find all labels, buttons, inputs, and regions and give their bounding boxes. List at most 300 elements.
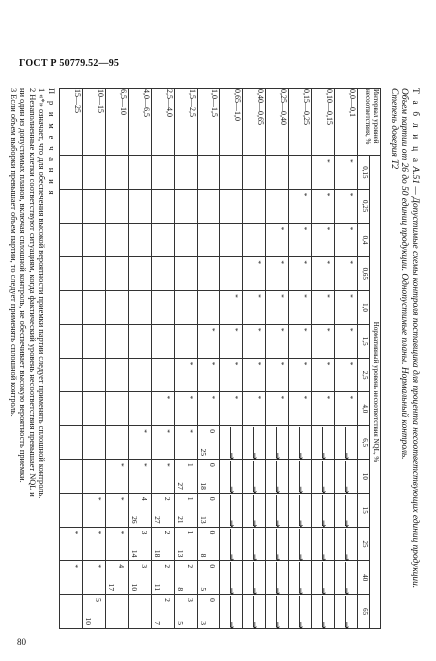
- arrow-right-icon: [253, 427, 254, 458]
- plan-cell: [197, 561, 220, 595]
- full-inspection-mark: *: [162, 463, 172, 467]
- plan-cell: [312, 527, 335, 561]
- band-label: 0,65—1,0: [220, 89, 243, 156]
- plan-cell: [335, 223, 358, 257]
- caption-line1: А.51 — Допустимые схемы контроля поставщика для процента несоответствующих единиц продукции.: [410, 166, 420, 589]
- plan-cell: [128, 223, 151, 257]
- arrow-right-icon: [253, 529, 254, 560]
- plan-cell: [151, 156, 174, 190]
- plan-cell: [151, 527, 174, 561]
- plan-cell: [151, 595, 174, 629]
- plan-cell: [128, 156, 151, 190]
- plan-cell: [289, 189, 312, 223]
- plan-cell: [335, 189, 358, 223]
- acceptance-number: 2: [162, 496, 172, 501]
- plan-cell: [105, 460, 128, 494]
- plan-cell: [289, 460, 312, 494]
- plan-cell: [151, 324, 174, 358]
- plan-cell: [289, 358, 312, 392]
- plan-cell: [243, 527, 266, 561]
- notes-title: П р и м е ч а н и я: [47, 88, 56, 197]
- plan-cell: [243, 493, 266, 527]
- sample-size: 27: [175, 482, 185, 490]
- plan-cell: [60, 156, 83, 190]
- plan-cell: [174, 392, 197, 426]
- arrow-right-icon: [345, 529, 346, 560]
- arrow-right-icon: [253, 461, 254, 492]
- full-inspection-mark: *: [93, 496, 103, 501]
- plan-cell: [197, 156, 220, 190]
- plan-cell: [60, 460, 83, 494]
- plan-cell: [266, 595, 289, 629]
- sample-size: 7: [152, 621, 162, 625]
- table-row: [60, 89, 83, 629]
- plan-cell: [312, 460, 335, 494]
- plan-cell: [197, 291, 220, 325]
- arrow-right-icon: [276, 562, 277, 593]
- full-inspection-mark: *: [254, 294, 264, 298]
- sample-size: 25: [198, 448, 208, 457]
- band-label: 0,40—0,65: [243, 89, 266, 156]
- plan-cell: [220, 358, 243, 392]
- full-inspection-mark: *: [208, 395, 218, 400]
- plan-cell: [82, 324, 105, 358]
- full-inspection-mark: *: [70, 530, 80, 535]
- plan-cell: [289, 561, 312, 595]
- plan-cell: [60, 223, 83, 257]
- sample-size: 5: [175, 621, 185, 625]
- plan-cell: [312, 426, 335, 460]
- plan-cell: [266, 493, 289, 527]
- plan-cell: [197, 189, 220, 223]
- arrow-right-icon: [230, 461, 231, 492]
- plan-cell: [312, 561, 335, 595]
- plan-cell: [82, 257, 105, 291]
- full-inspection-mark: *: [93, 530, 103, 535]
- level-header: 10: [358, 460, 370, 494]
- level-header: 25: [358, 527, 370, 561]
- plan-cell: [220, 392, 243, 426]
- plan-cell: [128, 257, 151, 291]
- full-inspection-mark: *: [93, 564, 103, 569]
- plan-cell: [312, 291, 335, 325]
- full-inspection-mark: *: [323, 260, 333, 265]
- arrow-right-icon: [345, 495, 346, 526]
- full-inspection-mark: *: [185, 361, 195, 366]
- full-inspection-mark: *: [231, 294, 241, 298]
- table-row: [266, 89, 289, 629]
- plan-cell: [82, 189, 105, 223]
- plan-cell: [82, 291, 105, 325]
- plan-cell: [266, 291, 289, 325]
- plan-cell: [312, 324, 335, 358]
- acceptance-number: 3: [139, 530, 149, 535]
- plan-cell: [335, 257, 358, 291]
- sample-size: 11: [152, 583, 162, 592]
- plan-cell: [289, 595, 312, 629]
- arrow-right-icon: [299, 461, 300, 492]
- acceptance-number: 2: [185, 564, 195, 569]
- acceptance-number: 0: [208, 496, 218, 501]
- full-inspection-mark: *: [185, 395, 195, 400]
- plan-cell: [174, 156, 197, 190]
- plan-cell: [335, 358, 358, 392]
- full-inspection-mark: *: [300, 395, 310, 400]
- band-label: 15—25: [60, 89, 83, 156]
- plan-cell: [312, 223, 335, 257]
- plan-cell: [220, 324, 243, 358]
- plan-cell: [220, 460, 243, 494]
- plan-cell: [128, 291, 151, 325]
- plan-cell: [312, 257, 335, 291]
- acceptance-number: 2: [162, 598, 172, 602]
- plan-cell: [174, 291, 197, 325]
- plan-cell: [60, 561, 83, 595]
- level-header: 1,5: [358, 324, 370, 358]
- level-header: 0,25: [358, 189, 370, 223]
- plan-cell: [128, 189, 151, 223]
- plan-cell: [243, 223, 266, 257]
- plan-cell: [243, 257, 266, 291]
- table-row: [105, 89, 128, 629]
- full-inspection-mark: *: [346, 294, 355, 298]
- plan-cell: [60, 291, 83, 325]
- level-header: 0,4: [358, 223, 370, 257]
- plan-cell: [312, 189, 335, 223]
- plan-cell: [151, 493, 174, 527]
- plan-cell: [128, 392, 151, 426]
- plan-cell: [60, 358, 83, 392]
- full-inspection-mark: *: [300, 361, 310, 366]
- plan-cell: [335, 527, 358, 561]
- full-inspection-mark: *: [277, 260, 287, 265]
- plan-cell: [289, 257, 312, 291]
- plan-cell: [243, 561, 266, 595]
- plan-cell: [60, 426, 83, 460]
- plan-cell: [243, 291, 266, 325]
- plan-cell: [220, 493, 243, 527]
- plan-cell: [335, 426, 358, 460]
- plan-cell: [151, 358, 174, 392]
- arrow-right-icon: [230, 562, 231, 593]
- arrow-right-icon: [299, 427, 300, 458]
- acceptance-number: 0: [208, 463, 218, 467]
- arrow-right-icon: [299, 529, 300, 560]
- level-header: 0,65: [358, 257, 370, 291]
- plan-cell: [128, 324, 151, 358]
- sample-size: 27: [152, 516, 162, 524]
- arrow-right-icon: [230, 529, 231, 560]
- plan-cell: [312, 493, 335, 527]
- plan-cell: [128, 358, 151, 392]
- plan-cell: [220, 527, 243, 561]
- full-inspection-mark: *: [346, 395, 355, 400]
- plan-cell: [197, 223, 220, 257]
- plan-cell: [289, 392, 312, 426]
- full-inspection-mark: *: [300, 260, 310, 265]
- full-inspection-mark: *: [139, 463, 149, 467]
- plan-cell: [151, 392, 174, 426]
- full-inspection-mark: *: [346, 260, 355, 265]
- plan-cell: [289, 493, 312, 527]
- plan-cell: [174, 223, 197, 257]
- level-header: 65: [358, 595, 370, 629]
- plan-cell: [82, 223, 105, 257]
- plan-cell: [174, 189, 197, 223]
- plan-cell: [289, 291, 312, 325]
- plan-cell: [266, 156, 289, 190]
- plan-cell: [335, 291, 358, 325]
- full-inspection-mark: *: [277, 226, 287, 231]
- sample-size: 13: [198, 516, 208, 524]
- plan-cell: [266, 358, 289, 392]
- caption-prefix: Т а б л и ц а: [410, 88, 420, 165]
- band-label: 0,25—0,40: [266, 89, 289, 156]
- plan-cell: [335, 595, 358, 629]
- sample-size: 5: [198, 587, 208, 592]
- plan-cell: [197, 527, 220, 561]
- plan-cell: [105, 324, 128, 358]
- full-inspection-mark: *: [116, 530, 126, 535]
- plan-cell: [82, 595, 105, 629]
- plan-cell: [243, 460, 266, 494]
- acceptance-number: 5: [93, 598, 103, 602]
- plan-cell: [266, 426, 289, 460]
- full-inspection-mark: *: [323, 159, 333, 163]
- full-inspection-mark: *: [300, 294, 310, 298]
- arrow-right-icon: [276, 596, 277, 627]
- level-header: 1,0: [358, 291, 370, 325]
- sample-size: 8: [175, 587, 185, 592]
- plan-cell: [197, 595, 220, 629]
- arrow-right-icon: [322, 596, 323, 627]
- sample-size: 10: [83, 617, 93, 625]
- arrow-right-icon: [322, 427, 323, 458]
- plan-cell: [82, 561, 105, 595]
- plan-cell: [312, 156, 335, 190]
- acceptance-number: 0: [208, 530, 218, 535]
- sample-size: 18: [198, 482, 208, 490]
- plan-cell: [174, 460, 197, 494]
- acceptance-number: 4: [116, 564, 126, 569]
- plan-cell: [151, 189, 174, 223]
- table-notes: [8, 88, 56, 629]
- arrow-right-icon: [345, 562, 346, 593]
- full-inspection-mark: *: [254, 395, 264, 400]
- arrow-right-icon: [322, 495, 323, 526]
- note-3: 3 Если объем выборки превышает объем партии, то следует применять сплошной контроль.: [8, 88, 18, 417]
- sample-size: 21: [175, 516, 185, 524]
- full-inspection-mark: *: [323, 361, 333, 366]
- arrow-right-icon: [322, 461, 323, 492]
- full-inspection-mark: *: [277, 327, 287, 332]
- plan-cell: [335, 156, 358, 190]
- arrow-right-icon: [322, 562, 323, 593]
- plan-cell: [105, 358, 128, 392]
- plan-cell: [60, 189, 83, 223]
- band-label: 2,5—4,0: [151, 89, 174, 156]
- note-2-continued: ни один из допустимых планов, включая сплошной контроль, не обеспечивает высокую вероятность приемки.: [18, 88, 28, 483]
- full-inspection-mark: *: [346, 159, 355, 163]
- full-inspection-mark: *: [70, 564, 80, 569]
- plan-cell: [335, 392, 358, 426]
- plan-cell: [312, 595, 335, 629]
- full-inspection-mark: *: [208, 327, 218, 332]
- plan-cell: [197, 392, 220, 426]
- table-row: [174, 89, 197, 629]
- caption-line3: Степень доверия Т2: [388, 88, 399, 170]
- plan-cell: [335, 561, 358, 595]
- plan-cell: [174, 426, 197, 460]
- full-inspection-mark: *: [346, 361, 355, 366]
- plan-cell: [82, 156, 105, 190]
- plan-cell: [82, 358, 105, 392]
- table-row: [289, 89, 312, 629]
- plan-cell: [220, 291, 243, 325]
- full-inspection-mark: *: [277, 395, 287, 400]
- plan-cell: [105, 257, 128, 291]
- group-header: Нормативный уровень несоответствия NQL, %: [370, 156, 381, 629]
- plan-cell: [335, 493, 358, 527]
- acceptance-number: 0: [208, 598, 218, 602]
- full-inspection-mark: *: [254, 327, 264, 332]
- plan-cell: [60, 257, 83, 291]
- note-2: 2 Незаполненные клетки соответствуют ситуациям, когда фактический уровень несоответствия превышает NQL и: [27, 88, 37, 497]
- arrow-right-icon: [253, 562, 254, 593]
- full-inspection-mark: *: [208, 361, 218, 366]
- plan-cell: [266, 460, 289, 494]
- level-header: 0,15: [358, 156, 370, 190]
- plan-cell: [266, 392, 289, 426]
- plan-cell: [266, 257, 289, 291]
- full-inspection-mark: *: [139, 429, 149, 433]
- plan-cell: [312, 358, 335, 392]
- full-inspection-mark: *: [323, 327, 333, 332]
- arrow-right-icon: [299, 596, 300, 627]
- full-inspection-mark: *: [323, 395, 333, 400]
- arrow-right-icon: [230, 596, 231, 627]
- table-row: [220, 89, 243, 629]
- plan-cell: [128, 426, 151, 460]
- full-inspection-mark: *: [277, 294, 287, 298]
- acceptance-number: 4: [139, 496, 149, 501]
- plan-cell: [151, 257, 174, 291]
- sample-size: 10: [129, 583, 139, 592]
- arrow-right-icon: [322, 529, 323, 560]
- plan-cell: [197, 324, 220, 358]
- acceptance-number: 1: [185, 463, 195, 467]
- full-inspection-mark: *: [323, 226, 333, 231]
- plan-cell: [220, 595, 243, 629]
- page-number: 80: [17, 637, 26, 647]
- plan-cell: [105, 392, 128, 426]
- plan-cell: [174, 493, 197, 527]
- plan-cell: [151, 561, 174, 595]
- full-inspection-mark: *: [346, 226, 355, 231]
- band-label: 0,15—0,25: [289, 89, 312, 156]
- sample-size: 13: [175, 549, 185, 558]
- sample-size: 26: [129, 516, 139, 524]
- sample-size: 3: [198, 621, 208, 625]
- plan-cell: [128, 561, 151, 595]
- full-inspection-mark: *: [116, 496, 126, 501]
- sample-size: 8: [198, 553, 208, 558]
- full-inspection-mark: *: [231, 395, 241, 400]
- acceptance-number: 0: [208, 564, 218, 569]
- full-inspection-mark: *: [346, 327, 355, 332]
- plan-cell: [174, 324, 197, 358]
- band-label: 4,0—6,5: [128, 89, 151, 156]
- full-inspection-mark: *: [277, 361, 287, 366]
- table-row: [128, 89, 151, 629]
- table-row: [312, 89, 335, 629]
- sample-size: 14: [129, 549, 139, 558]
- full-inspection-mark: *: [254, 361, 264, 366]
- plan-cell: [105, 426, 128, 460]
- plan-cell: [266, 223, 289, 257]
- plan-cell: [105, 595, 128, 629]
- level-header: 40: [358, 561, 370, 595]
- plan-cell: [220, 561, 243, 595]
- arrow-right-icon: [230, 427, 231, 458]
- caption-line2: Объем партии от 26 до 50 единиц продукции. Однопустимые планы. Нормальный контроль.: [399, 88, 410, 460]
- plan-cell: [82, 527, 105, 561]
- plan-cell: [151, 426, 174, 460]
- band-label: 1,0—1,5: [197, 89, 220, 156]
- band-label: 1,5—2,5: [174, 89, 197, 156]
- full-inspection-mark: *: [254, 260, 264, 265]
- full-inspection-mark: *: [185, 429, 195, 433]
- acceptance-number: 1: [185, 530, 195, 535]
- band-label: 0,0—0,1: [335, 89, 358, 156]
- plan-cell: [128, 460, 151, 494]
- plan-cell: [60, 595, 83, 629]
- arrow-right-icon: [345, 427, 346, 458]
- row-header: Интервал уровней несоответствия, %: [358, 89, 381, 156]
- acceptance-number: 2: [162, 564, 172, 569]
- plan-cell: [266, 527, 289, 561]
- full-inspection-mark: *: [346, 192, 355, 197]
- table-caption: [388, 88, 420, 629]
- plan-cell: [128, 595, 151, 629]
- plan-cell: [151, 223, 174, 257]
- plan-cell: [243, 358, 266, 392]
- plan-cell: [105, 223, 128, 257]
- arrow-right-icon: [345, 596, 346, 627]
- sample-size: 18: [152, 549, 162, 558]
- plan-cell: [289, 223, 312, 257]
- plan-cell: [220, 223, 243, 257]
- acceptance-number: 3: [185, 598, 195, 602]
- plan-cell: [335, 324, 358, 358]
- plan-cell: [266, 324, 289, 358]
- plan-cell: [335, 460, 358, 494]
- plan-cell: [220, 189, 243, 223]
- table-row: [197, 89, 220, 629]
- table-row: [82, 89, 105, 629]
- full-inspection-mark: *: [300, 327, 310, 332]
- plan-cell: [82, 392, 105, 426]
- table-row: [151, 89, 174, 629]
- plan-cell: [105, 189, 128, 223]
- plan-cell: [243, 392, 266, 426]
- arrow-right-icon: [345, 461, 346, 492]
- plan-cell: [197, 257, 220, 291]
- full-inspection-mark: *: [116, 463, 126, 467]
- arrow-right-icon: [276, 427, 277, 458]
- plan-cell: [151, 291, 174, 325]
- plan-cell: [174, 257, 197, 291]
